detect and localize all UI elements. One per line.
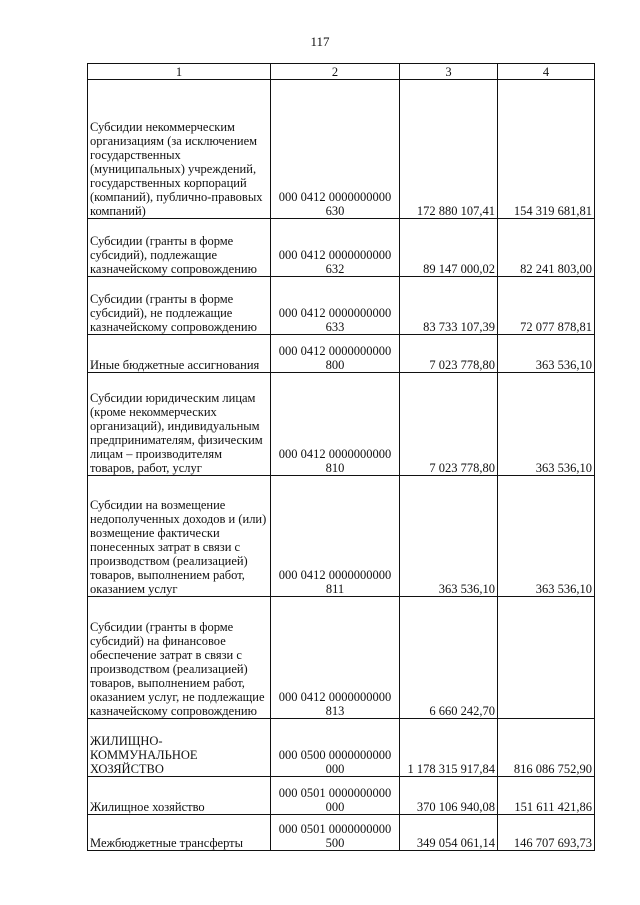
row-name: Субсидии некоммерческим организациям (за исключением государственных (муниципальных) учреждений, государственных корпораций (компаний), публично-правовых компаний) [88,80,271,219]
row-amount-3: 7 023 778,80 [400,373,498,476]
table-row [88,476,595,597]
row-code: 000 0412 0000000000 810 [271,373,400,476]
row-amount-3: 1 178 315 917,84 [400,719,498,777]
row-amount-4: 363 536,10 [498,476,595,597]
table-row [88,815,595,851]
row-amount-3: 370 106 940,08 [400,777,498,815]
table-row [88,373,595,476]
budget-table [87,63,595,851]
table-row [88,777,595,815]
row-amount-4 [498,597,595,719]
table-row [88,277,595,335]
column-header-4: 4 [498,64,595,80]
column-header-3: 3 [400,64,498,80]
row-amount-4: 154 319 681,81 [498,80,595,219]
row-name: Жилищное хозяйство [88,777,271,815]
row-name: Субсидии (гранты в форме субсидий), подлежащие казначейскому сопровождению [88,219,271,277]
row-name: Субсидии (гранты в форме субсидий), не подлежащие казначейскому сопровождению [88,277,271,335]
column-header-2: 2 [271,64,400,80]
row-amount-3: 83 733 107,39 [400,277,498,335]
row-amount-4: 363 536,10 [498,373,595,476]
row-code: 000 0412 0000000000 630 [271,80,400,219]
row-name: Субсидии (гранты в форме субсидий) на финансовое обеспечение затрат в связи с производством (реализацией) товаров, выполнением работ, оказанием услуг, не подлежащие казначейскому сопровождению [88,597,271,719]
row-amount-3: 6 660 242,70 [400,597,498,719]
table-row [88,335,595,373]
row-amount-4: 816 086 752,90 [498,719,595,777]
row-code: 000 0412 0000000000 633 [271,277,400,335]
row-code: 000 0501 0000000000 000 [271,777,400,815]
row-amount-3: 89 147 000,02 [400,219,498,277]
row-code: 000 0412 0000000000 800 [271,335,400,373]
row-code: 000 0500 0000000000 000 [271,719,400,777]
row-amount-4: 72 077 878,81 [498,277,595,335]
table-header-row [88,64,595,80]
table-row [88,80,595,219]
row-code: 000 0412 0000000000 811 [271,476,400,597]
row-name: Иные бюджетные ассигнования [88,335,271,373]
row-amount-4: 146 707 693,73 [498,815,595,851]
row-amount-4: 82 241 803,00 [498,219,595,277]
page-number: 117 [310,34,330,49]
row-code: 000 0412 0000000000 632 [271,219,400,277]
row-amount-3: 172 880 107,41 [400,80,498,219]
row-name: Субсидии на возмещение недополученных доходов и (или) возмещение фактически понесенных затрат в связи с производством (реализацией) товаров, выполнением работ, оказанием услуг [88,476,271,597]
row-amount-3: 363 536,10 [400,476,498,597]
row-name: Межбюджетные трансферты [88,815,271,851]
row-amount-4: 363 536,10 [498,335,595,373]
row-amount-3: 7 023 778,80 [400,335,498,373]
column-header-1: 1 [88,64,271,80]
row-code: 000 0412 0000000000 813 [271,597,400,719]
table-row [88,719,595,777]
row-code: 000 0501 0000000000 500 [271,815,400,851]
table-row [88,219,595,277]
row-amount-3: 349 054 061,14 [400,815,498,851]
row-amount-4: 151 611 421,86 [498,777,595,815]
row-name: Субсидии юридическим лицам (кроме некоммерческих организаций), индивидуальным предпринимателям, физическим лицам – производителям товаров, работ, услуг [88,373,271,476]
table-row [88,597,595,719]
row-name: ЖИЛИЩНО-КОММУНАЛЬНОЕ ХОЗЯЙСТВО [88,719,271,777]
